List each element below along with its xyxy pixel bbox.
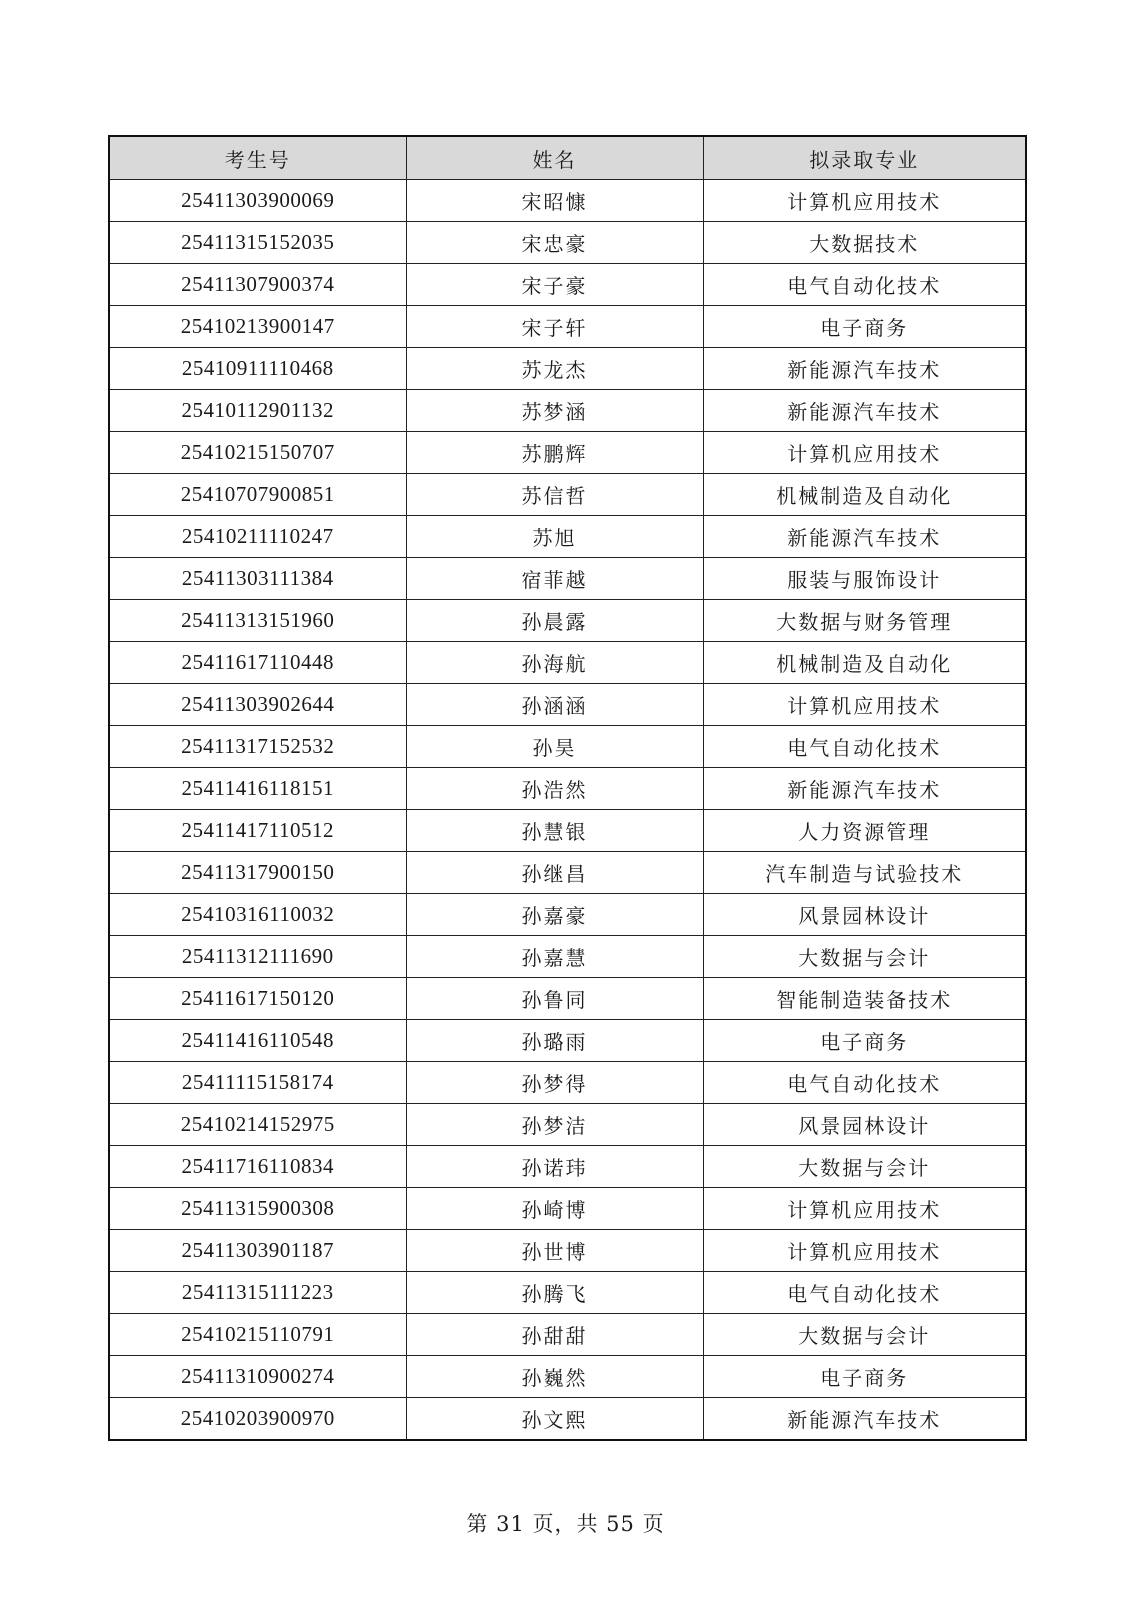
exam-id-cell: 25411307900374	[109, 264, 406, 306]
exam-id-cell: 25411115158174	[109, 1062, 406, 1104]
exam-id-cell: 25411416118151	[109, 768, 406, 810]
student-name-cell: 宋子轩	[406, 306, 703, 348]
major-cell: 电气自动化技术	[703, 264, 1026, 306]
student-name-cell: 宋忠豪	[406, 222, 703, 264]
major-cell: 新能源汽车技术	[703, 390, 1026, 432]
student-name-cell: 苏鹏辉	[406, 432, 703, 474]
exam-id-cell: 25410214152975	[109, 1104, 406, 1146]
student-name-cell: 孙继昌	[406, 852, 703, 894]
header-major: 拟录取专业	[703, 136, 1026, 180]
exam-id-cell: 25411303900069	[109, 180, 406, 222]
student-name-cell: 宿菲越	[406, 558, 703, 600]
page-number: 第 31 页，共 55 页	[466, 1512, 665, 1536]
table-row	[109, 1146, 1026, 1188]
table-row	[109, 642, 1026, 684]
major-cell: 风景园林设计	[703, 1104, 1026, 1146]
major-cell: 新能源汽车技术	[703, 516, 1026, 558]
student-name-cell: 孙巍然	[406, 1356, 703, 1398]
major-cell: 大数据与会计	[703, 1146, 1026, 1188]
student-name-cell: 孙海航	[406, 642, 703, 684]
student-name-cell: 孙璐雨	[406, 1020, 703, 1062]
table-row	[109, 1356, 1026, 1398]
major-cell: 电气自动化技术	[703, 726, 1026, 768]
major-cell: 汽车制造与试验技术	[703, 852, 1026, 894]
exam-id-cell: 25411317900150	[109, 852, 406, 894]
student-name-cell: 孙梦得	[406, 1062, 703, 1104]
major-cell: 计算机应用技术	[703, 1188, 1026, 1230]
table-row	[109, 684, 1026, 726]
major-cell: 服装与服饰设计	[703, 558, 1026, 600]
major-cell: 大数据与财务管理	[703, 600, 1026, 642]
exam-id-cell: 25410707900851	[109, 474, 406, 516]
table-row	[109, 1314, 1026, 1356]
major-cell: 新能源汽车技术	[703, 1398, 1026, 1441]
student-name-cell: 孙涵涵	[406, 684, 703, 726]
table-row	[109, 1188, 1026, 1230]
table-row	[109, 852, 1026, 894]
table-row	[109, 768, 1026, 810]
table-row	[109, 1062, 1026, 1104]
student-name-cell: 孙甜甜	[406, 1314, 703, 1356]
student-name-cell: 孙梦洁	[406, 1104, 703, 1146]
exam-id-cell: 25411315111223	[109, 1272, 406, 1314]
exam-id-cell: 25411315900308	[109, 1188, 406, 1230]
major-cell: 计算机应用技术	[703, 432, 1026, 474]
student-name-cell: 孙崎博	[406, 1188, 703, 1230]
major-cell: 新能源汽车技术	[703, 348, 1026, 390]
major-cell: 大数据与会计	[703, 936, 1026, 978]
exam-id-cell: 25411312111690	[109, 936, 406, 978]
major-cell: 智能制造装备技术	[703, 978, 1026, 1020]
header-exam-id: 考生号	[109, 136, 406, 180]
exam-id-cell: 25410316110032	[109, 894, 406, 936]
major-cell: 电气自动化技术	[703, 1272, 1026, 1314]
major-cell: 计算机应用技术	[703, 684, 1026, 726]
table-row	[109, 978, 1026, 1020]
major-cell: 电子商务	[703, 306, 1026, 348]
major-cell: 机械制造及自动化	[703, 642, 1026, 684]
student-name-cell: 宋昭慷	[406, 180, 703, 222]
table-row	[109, 558, 1026, 600]
table-row	[109, 1272, 1026, 1314]
major-cell: 风景园林设计	[703, 894, 1026, 936]
student-name-cell: 孙嘉豪	[406, 894, 703, 936]
admission-table	[108, 135, 1027, 1441]
table-row	[109, 1398, 1026, 1441]
table-row	[109, 348, 1026, 390]
exam-id-cell: 25410911110468	[109, 348, 406, 390]
exam-id-cell: 25411617110448	[109, 642, 406, 684]
exam-id-cell: 25410213900147	[109, 306, 406, 348]
table-row	[109, 264, 1026, 306]
major-cell: 电子商务	[703, 1356, 1026, 1398]
table-row	[109, 894, 1026, 936]
major-cell: 计算机应用技术	[703, 1230, 1026, 1272]
exam-id-cell: 25411303901187	[109, 1230, 406, 1272]
table-row	[109, 222, 1026, 264]
exam-id-cell: 25410211110247	[109, 516, 406, 558]
table-row	[109, 726, 1026, 768]
student-name-cell: 宋子豪	[406, 264, 703, 306]
exam-id-cell: 25410215110791	[109, 1314, 406, 1356]
table-row	[109, 474, 1026, 516]
header-name: 姓名	[406, 136, 703, 180]
exam-id-cell: 25411317152532	[109, 726, 406, 768]
table-body	[109, 180, 1026, 1441]
student-name-cell: 孙文熙	[406, 1398, 703, 1441]
student-name-cell: 苏信哲	[406, 474, 703, 516]
exam-id-cell: 25411313151960	[109, 600, 406, 642]
table-row	[109, 180, 1026, 222]
major-cell: 大数据技术	[703, 222, 1026, 264]
table-row	[109, 306, 1026, 348]
exam-id-cell: 25411303111384	[109, 558, 406, 600]
student-name-cell: 苏梦涵	[406, 390, 703, 432]
student-name-cell: 孙嘉慧	[406, 936, 703, 978]
exam-id-cell: 25411716110834	[109, 1146, 406, 1188]
table-row	[109, 1230, 1026, 1272]
exam-id-cell: 25410112901132	[109, 390, 406, 432]
table-row	[109, 516, 1026, 558]
table-row	[109, 1104, 1026, 1146]
student-name-cell: 孙腾飞	[406, 1272, 703, 1314]
exam-id-cell: 25411315152035	[109, 222, 406, 264]
student-name-cell: 苏龙杰	[406, 348, 703, 390]
exam-id-cell: 25411617150120	[109, 978, 406, 1020]
exam-id-cell: 25411416110548	[109, 1020, 406, 1062]
table-row	[109, 810, 1026, 852]
student-name-cell: 孙鲁同	[406, 978, 703, 1020]
student-name-cell: 孙慧银	[406, 810, 703, 852]
exam-id-cell: 25411417110512	[109, 810, 406, 852]
student-name-cell: 孙浩然	[406, 768, 703, 810]
student-name-cell: 孙世博	[406, 1230, 703, 1272]
major-cell: 人力资源管理	[703, 810, 1026, 852]
major-cell: 新能源汽车技术	[703, 768, 1026, 810]
major-cell: 电气自动化技术	[703, 1062, 1026, 1104]
major-cell: 机械制造及自动化	[703, 474, 1026, 516]
exam-id-cell: 25410215150707	[109, 432, 406, 474]
table-row	[109, 1020, 1026, 1062]
student-name-cell: 苏旭	[406, 516, 703, 558]
student-name-cell: 孙诺玮	[406, 1146, 703, 1188]
student-name-cell: 孙晨露	[406, 600, 703, 642]
table-row	[109, 600, 1026, 642]
table-row	[109, 390, 1026, 432]
table-row	[109, 432, 1026, 474]
major-cell: 计算机应用技术	[703, 180, 1026, 222]
exam-id-cell: 25411310900274	[109, 1356, 406, 1398]
table-header-row	[109, 136, 1026, 180]
table-row	[109, 936, 1026, 978]
exam-id-cell: 25411303902644	[109, 684, 406, 726]
major-cell: 大数据与会计	[703, 1314, 1026, 1356]
exam-id-cell: 25410203900970	[109, 1398, 406, 1441]
major-cell: 电子商务	[703, 1020, 1026, 1062]
student-name-cell: 孙昊	[406, 726, 703, 768]
